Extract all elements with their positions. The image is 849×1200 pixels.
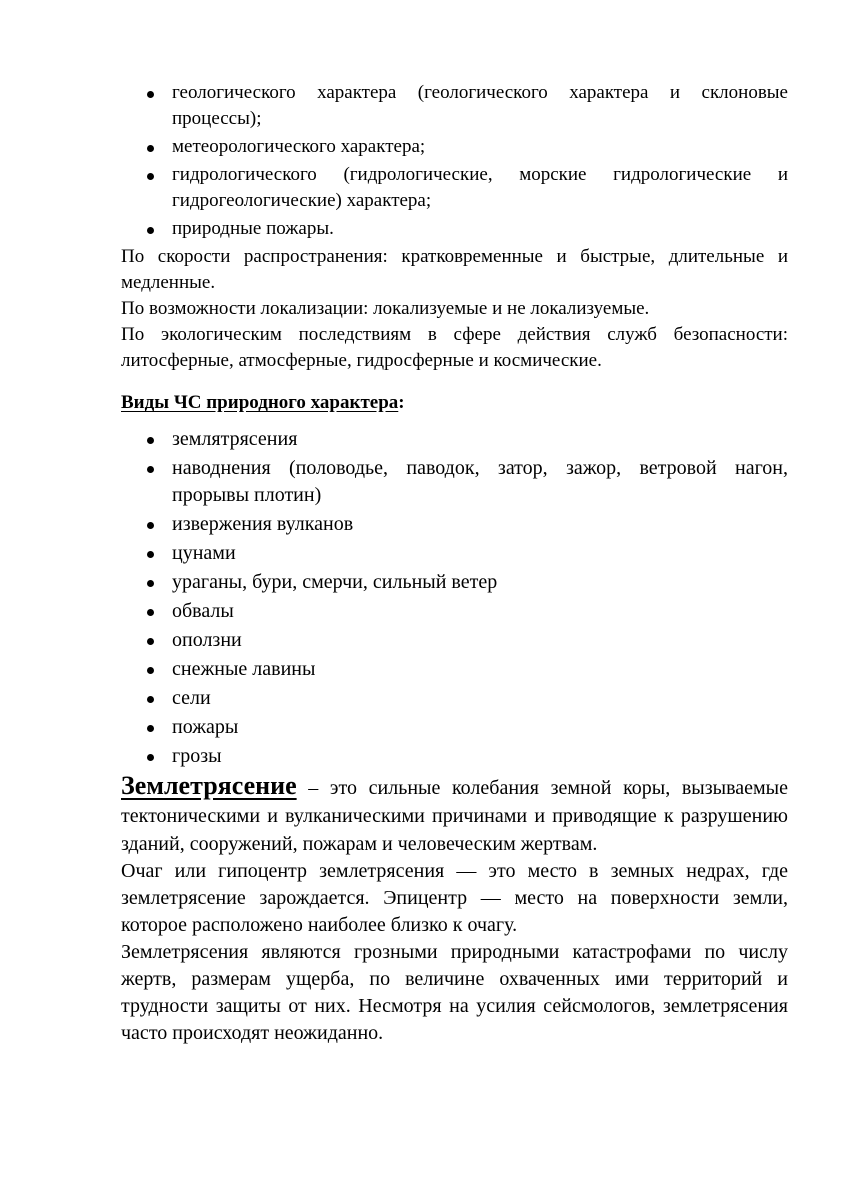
- list-item: извержения вулканов: [121, 511, 788, 538]
- list-item: цунами: [121, 540, 788, 567]
- list-item: оползни: [121, 627, 788, 654]
- earthquake-term: Землетрясение: [121, 771, 297, 800]
- list-item: геологического характера (геологического характера и склоновые процессы);: [121, 80, 788, 132]
- paragraph-focus: Очаг или гипоцентр землетрясения — это место в земных недрах, где землетрясение зарождается. Эпицентр — место на поверхности земли, которое расположено наиболее близко к очагу.: [121, 860, 788, 936]
- list-item: гидрологического (гидрологические, морские гидрологические и гидрогеологические) характера;: [121, 162, 788, 214]
- earthquake-definition-text: – это сильные колебания земной коры, вызываемые тектоническими и вулканическими причинами и приводящие к разрушению зданий, сооружений, пожарам и человеческим жертвам.: [121, 777, 788, 855]
- earthquake-definition: [121, 772, 788, 858]
- section-heading-suffix: :: [398, 392, 405, 413]
- paragraph-ecology: По экологическим последствиям в сфере действия служб безопасности: литосферные, атмосферные, гидросферные и космические.: [121, 324, 788, 371]
- list-item: природные пожары.: [121, 216, 788, 242]
- hazard-origin-list: [121, 80, 788, 242]
- section-heading-text: Виды ЧС природного характера: [121, 392, 399, 413]
- list-item: наводнения (половодье, паводок, затор, зажор, ветровой нагон, прорывы плотин): [121, 455, 788, 509]
- paragraph-danger: Землетрясения являются грозными природными катастрофами по числу жертв, размерам ущерба, по величине охваченных ими территорий и трудности защиты от них. Несмотря на усилия сейсмологов, землетрясения часто происходят неожиданно.: [121, 941, 788, 1044]
- paragraph-localization: По возможности локализации: локализуемые и не локализуемые.: [121, 298, 650, 319]
- list-item: сели: [121, 685, 788, 712]
- list-item: метеорологического характера;: [121, 134, 788, 160]
- list-item: грозы: [121, 743, 788, 770]
- list-item: землятрясения: [121, 426, 788, 453]
- list-item: обвалы: [121, 598, 788, 625]
- list-item: пожары: [121, 714, 788, 741]
- section-heading: [121, 390, 788, 416]
- natural-emergency-types-list: [121, 426, 788, 770]
- document-page: [121, 80, 788, 1047]
- paragraph-speed: По скорости распространения: кратковременные и быстрые, длительные и медленные.: [121, 246, 788, 293]
- list-item: ураганы, бури, смерчи, сильный ветер: [121, 569, 788, 596]
- list-item: снежные лавины: [121, 656, 788, 683]
